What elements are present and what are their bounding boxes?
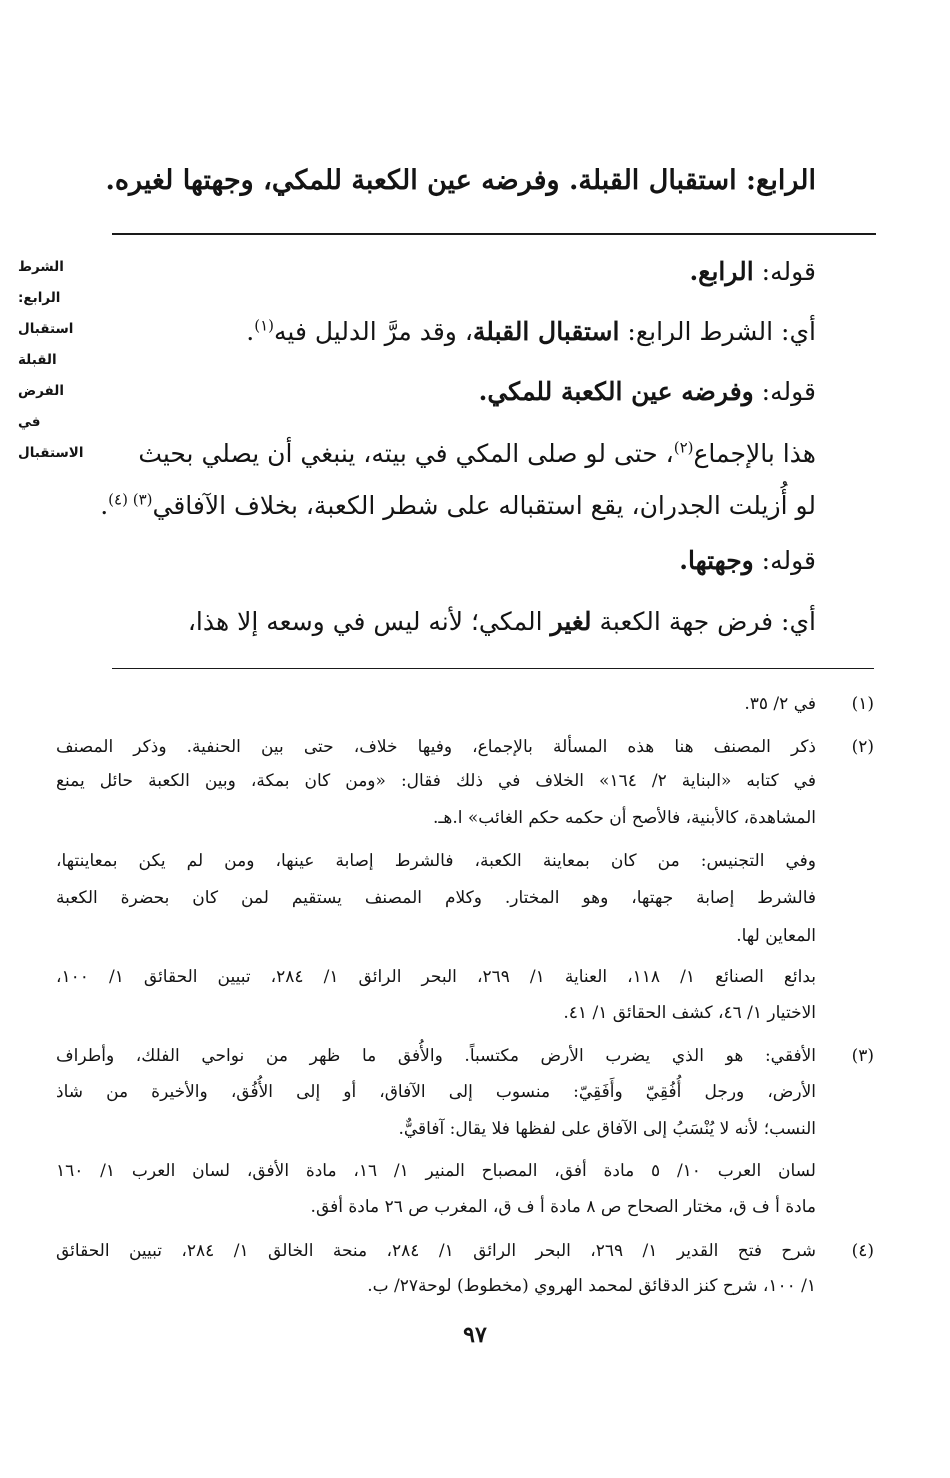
footnote-line: ذكر المصنف هنا هذه المسألة بالإجماع، وفيها خلاف، حتى بين الحنفية. وذكر المصنف (56, 737, 816, 757)
footnote-ref: (٢) (673, 438, 694, 457)
footnote-line: فالشرط إصابة جهتها، وهو المختار. وكلام المصنف يستقيم لمن كان بحضرة الكعبة (56, 888, 816, 908)
margin-note-line: الشرط (18, 259, 64, 275)
footnote-line: النسب؛ لأنه لا يُنْسَبُ إلى الآفاق على لفظها فلا يقال: آفاقيٌّ. (398, 1119, 816, 1139)
margin-note-line: القبلة (18, 352, 57, 368)
footnote-line: الأرض، ورجل أُفُقِيّ وأَفَقِيّ: منسوب إلى الآفاق، أو إلى الأُفُق، والأخيرة من شاذ (56, 1082, 816, 1102)
footnote-number: (٤) (851, 1241, 874, 1261)
quoted-term: الرابع. (689, 257, 754, 286)
footnote-line: الاختيار ١/ ٤٦، كشف الحقائق ١/ ٤١. (563, 1003, 816, 1023)
body-line-7: أي: فرض جهة الكعبة لغير المكي؛ لأنه ليس في وسعه إلا هذا، (187, 607, 816, 636)
footnote-line: بدائع الصنائع ١/ ١١٨، العناية ١/ ٢٦٩، البحر الرائق ١/ ٢٨٤، تبيين الحقائق ١/ ١٠٠، (56, 967, 817, 987)
footnote-divider (112, 668, 874, 669)
footnote-number: (٣) (851, 1046, 874, 1066)
margin-note-line: الفرض (18, 383, 64, 399)
heading-divider (112, 233, 876, 235)
body-line-5: لو أُزيلت الجدران، يقع استقباله على شطر الكعبة، بخلاف الآفاقي$^{(٣) (٤)}$. (100, 490, 816, 520)
margin-note-line: الاستقبال (18, 445, 84, 461)
footnote-line: وفي التجنيس: من كان بمعاينة الكعبة، فالشرط إصابة عينها، ومن لم يكن بمعاينتها، (56, 851, 816, 871)
margin-note-line: في (18, 414, 41, 430)
footnote-line: الأفقي: هو الذي يضرب الأرض مكتسباً. والأُفق ما ظهر من نواحي الفلك، وأطراف (56, 1046, 816, 1066)
quoted-term: وفرضه عين الكعبة للمكي. (478, 377, 754, 406)
footnote-line: شرح فتح القدير ١/ ٢٦٩، البحر الرائق ١/ ٢٨٤، منحة الخالق ١/ ٢٨٤، تبيين الحقائق (56, 1241, 816, 1261)
footnote-line: المعاين لها. (736, 926, 816, 946)
margin-note-line: الرابع: (18, 290, 61, 306)
footnote-ref: (١) (254, 316, 275, 335)
footnote-ref: (٣) (٤) (108, 490, 153, 509)
quoted-term: وجهتها. (679, 546, 754, 575)
footnote-line: في ٢/ ٣٥. (744, 694, 816, 714)
footnote-line: في كتابه «البناية ٢/ ١٦٤» الخلاف في ذلك فقال: «ومن كان بمكة، وبين الكعبة حائل يمنع (56, 771, 816, 791)
body-line-1: قوله: الرابع. (689, 257, 816, 286)
footnote-line: ١/ ١٠٠، شرح كنز الدقائق لمحمد الهروي (مخطوط) لوحة٢٧/ ب. (367, 1276, 816, 1296)
body-line-3: قوله: وفرضه عين الكعبة للمكي. (478, 377, 816, 406)
footnote-line: لسان العرب ١٠/ ٥ مادة أفق، المصباح المنير ١/ ١٦، مادة الأفق، لسان العرب ١/ ١٦٠ (56, 1161, 816, 1181)
section-heading: الرابع: استقبال القبلة. وفرضه عين الكعبة للمكي، وجهتها لغيره. (105, 165, 816, 196)
quoted-term: استقبال القبلة (472, 317, 620, 346)
margin-note-line: استقبال (18, 321, 74, 337)
body-line-4: هذا بالإجماع$^{(٢)}$، حتى لو صلى المكي في بيته، ينبغي أن يصلي بحيث (138, 438, 816, 468)
quoted-term: لغير (550, 607, 592, 636)
footnote-number: (١) (851, 694, 874, 714)
body-line-6: قوله: وجهتها. (679, 546, 816, 575)
page-number: ٩٧ (463, 1322, 487, 1348)
body-line-2: أي: الشرط الرابع: استقبال القبلة، وقد مرَّ الدليل فيه$^{(١)}$. (246, 316, 816, 346)
footnote-line: المشاهدة، كالأبنية، فالأصح أن حكمه حكم الغائب» ا.هـ. (433, 808, 816, 828)
footnote-line: مادة أ ف ق، مختار الصحاح ص ٨ مادة أ ف ق، المغرب ص ٢٦ مادة أفق. (310, 1197, 816, 1217)
footnote-number: (٢) (851, 737, 874, 757)
